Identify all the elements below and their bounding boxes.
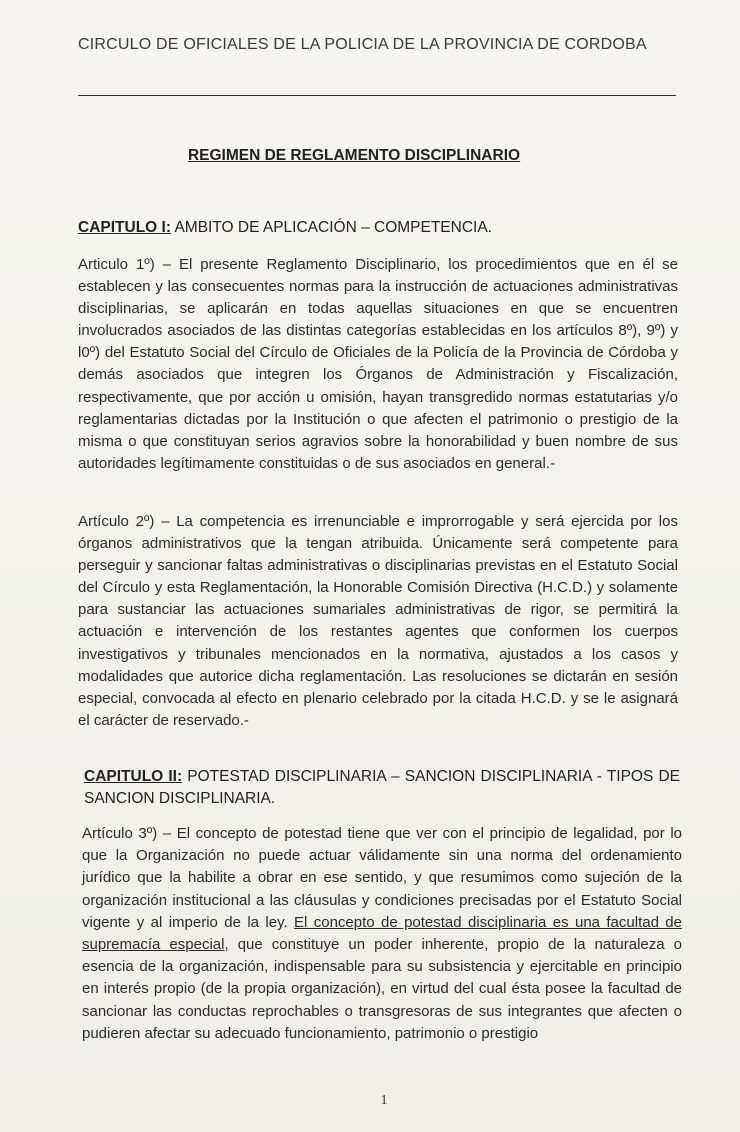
article-3-underlined-definition: El concepto de potestad disciplinaria es una facultad de supremacía especial, [82, 913, 682, 954]
organization-header: CIRCULO DE OFICIALES DE LA POLICIA DE LA PROVINCIA DE CORDOBA [78, 36, 647, 53]
article-1-paragraph: Articulo 1º) – El presente Reglamento Disciplinario, los procedimientos que en él se establecen y las consecuentes normas para la instrucción de actuaciones administrativas disciplinarias, se aplicarán en todas aquellas situaciones en que se encuentren involucrados asociados de las distintas categorías establecidas en los artículos 8º), 9º) y l0º) del Estatuto Social del Círculo de Oficiales de la Policía de la Provincia de Córdoba y demás asociados que integren los Órganos de Administración y Fiscalización, respectivamente, que por acción u omisión, hayan transgredido normas estatutarias y/o reglamentarias dictadas por la Institución o que afecten el patrimonio o prestigio de la misma o que constituyan serios agravios sobre la honorabilidad y buen nombre de sus autoridades legítimamente constituidas o de sus asociados en general.- [78, 256, 678, 472]
page-number: 1 [380, 1093, 388, 1108]
chapter-2-label: CAPITULO II: [84, 768, 183, 785]
header-divider [78, 95, 676, 96]
article-3-text-end: que constituye un poder inherente, propio de la naturaleza o esencia de la organización, indispensable para su subsistencia y ejercitable en principio en interés propio (de la propia organización), en virtud del cual ésta posee la facultad de sancionar las conductas reprochables o transgresoras de sus integrantes que afecten o pudieren afectar su adecuado funcionamiento, patrimonio o prestigio [82, 936, 682, 1042]
chapter-1-heading [78, 219, 678, 237]
document-title: REGIMEN DE REGLAMENTO DISCIPLINARIO [187, 147, 521, 164]
article-3-paragraph [82, 823, 682, 1045]
article-3-text-start: Artículo 3º) – El concepto de potestad tiene que ver con el principio de legalidad, por lo que la Organización no puede actuar válidamente sin una norma del ordenamiento jurídico que la habilite a obrar en ese sentido, y que resumimos como sujeción de la organización institucional a las cláusulas y condiciones precisadas por el Estatuto Social vigente y al imperio de la ley. [82, 825, 682, 931]
chapter-2-title: POTESTAD DISCIPLINARIA – SANCION DISCIPLINARIA - TIPOS DE SANCION DISCIPLINARIA. [84, 768, 680, 807]
chapter-1-title: AMBITO DE APLICACIÓN – COMPETENCIA. [171, 219, 492, 236]
article-2-paragraph: Artículo 2º) – La competencia es irrenunciable e improrrogable y será ejercida por los órganos administrativos que la tengan atribuida. Únicamente será competente para perseguir y sancionar faltas administrativas o disciplinarias previstas en el Estatuto Social del Círculo y esta Reglamentación, la Honorable Comisión Directiva (H.C.D.) y solamente para sustanciar las actuaciones sumariales administrativas de rigor, se permitirá la actuación e intervención de los restantes agentes que conformen los cuerpos investigativos y tribunales mencionados en la normativa, ajustados a los casos y modalidades que autorice dicha reglamentación. Las resoluciones se dictarán en sesión especial, convocada al efecto en plenario celebrado por la citada H.C.D. y se le asignará el carácter de reservado.- [78, 513, 678, 729]
chapter-1-label: CAPITULO I: [78, 219, 171, 236]
chapter-2-heading [84, 766, 680, 810]
